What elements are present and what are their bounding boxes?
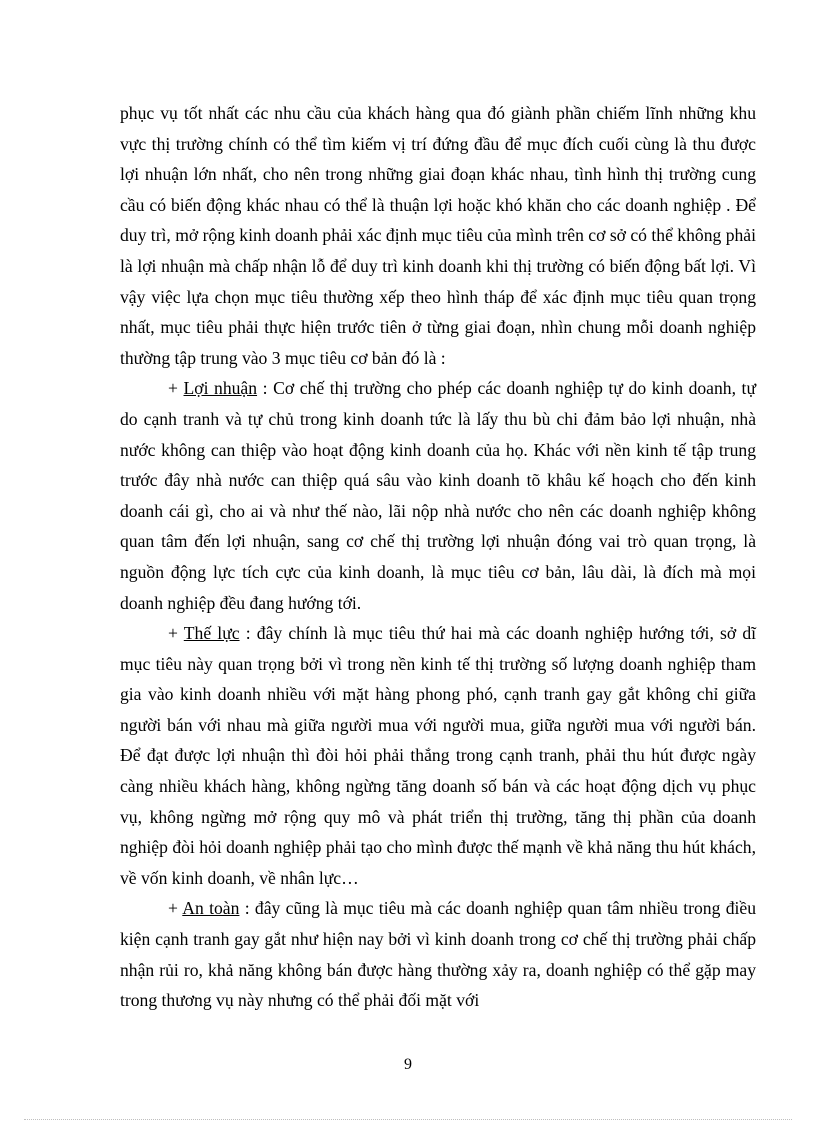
paragraph-an-toan xyxy=(120,893,756,1015)
bullet-prefix: + xyxy=(168,378,184,399)
heading-loi-nhuan: Lợi nhuận xyxy=(183,378,258,399)
paragraph-text: : Cơ chế thị trường cho phép các doanh nghiệp tự do kinh doanh, tự do cạnh tranh và tự chủ trong kinh doanh tức là lấy thu bù chi đảm bảo lợi nhuận, nhà nước không can thiệp vào hoạt động kinh doanh của họ. Khác với nền kinh tế tập trung trước đây nhà nước can thiệp quá sâu vào kinh doanh tõ khâu kế hoạch cho đến kinh doanh cái gì, cho ai và như thế nào, lãi nộp nhà nước cho nên các doanh nghiệp không quan tâm đến lợi nhuận, sang cơ chế thị trường lợi nhuận đóng vai trò quan trọng, là nguồn động lực tích cực của kinh doanh, là mục tiêu cơ bản, lâu dài, là đích mà mọi doanh nghiệp đều đang hướng tới. xyxy=(120,378,756,613)
heading-the-luc: Thế lực xyxy=(183,623,240,644)
page-number: 9 xyxy=(404,1056,412,1073)
paragraph-text: : đây cũng là mục tiêu mà các doanh nghiệp quan tâm nhiều trong điều kiện cạnh tranh gay gắt như hiện nay bởi vì kinh doanh trong cơ chế thị trường phải chấp nhận rủi ro, khả năng không bán được hàng thường xảy ra, doanh nghiệp có thể gặp may trong thương vụ này nhưng có thể phải đối mặt với xyxy=(120,898,756,1011)
bullet-prefix: + xyxy=(168,623,184,644)
body-text xyxy=(120,98,756,1016)
paragraph-text: phục vụ tốt nhất các nhu cầu của khách hàng qua đó giành phần chiếm lĩnh những khu vực thị trường chính có thể tìm kiếm vị trí đứng đầu để mục đích cuối cùng là thu được lợi nhuận lớn nhất, cho nên trong những giai đoạn khác nhau, tình hình thị trường cung cầu có biến động khác nhau có thể là thuận lợi hoặc khó khăn cho các doanh nghiệp . Để duy trì, mở rộng kinh doanh phải xác định mục tiêu của mình trên cơ sở có thể không phải là lợi nhuận mà chấp nhận lỗ để duy trì kinh doanh khi thị trường có biến động bất lợi. Vì vậy việc lựa chọn mục tiêu thường xếp theo hình tháp để xác định mục tiêu quan trọng nhất, mục tiêu phải thực hiện trước tiên ở từng giai đoạn, nhìn chung mỗi doanh nghiệp thường tập trung vào 3 mục tiêu cơ bản đó là : xyxy=(120,103,756,368)
paragraph-loi-nhuan xyxy=(120,373,756,618)
paragraph-the-luc xyxy=(120,618,756,893)
bullet-prefix: + xyxy=(168,898,183,919)
paragraph-intro xyxy=(120,98,756,373)
page-bottom-divider xyxy=(24,1119,792,1120)
paragraph-text: : đây chính là mục tiêu thứ hai mà các doanh nghiệp hướng tới, sở dĩ mục tiêu này quan trọng bởi vì trong nền kinh tế thị trường số lượng doanh nghiệp tham gia vào kinh doanh nhiều với mặt hàng phong phó, cạnh tranh gay gắt không chỉ giữa người bán với nhau mà giữa người mua với người mua, giữa người mua với người bán. Để đạt được lợi nhuận thì đòi hỏi phải thắng trong cạnh tranh, phải thu hút được ngày càng nhiều khách hàng, không ngừng tăng doanh số bán và các hoạt động dịch vụ phục vụ, không ngừng mở rộng quy mô và phát triển thị trường, tăng thị phần của doanh nghiệp đòi hỏi doanh nghiệp phải tạo cho mình được thế mạnh về khả năng thu hút khách, về vốn kinh doanh, về nhân lực… xyxy=(120,623,757,888)
heading-an-toan: An toàn xyxy=(182,898,240,919)
